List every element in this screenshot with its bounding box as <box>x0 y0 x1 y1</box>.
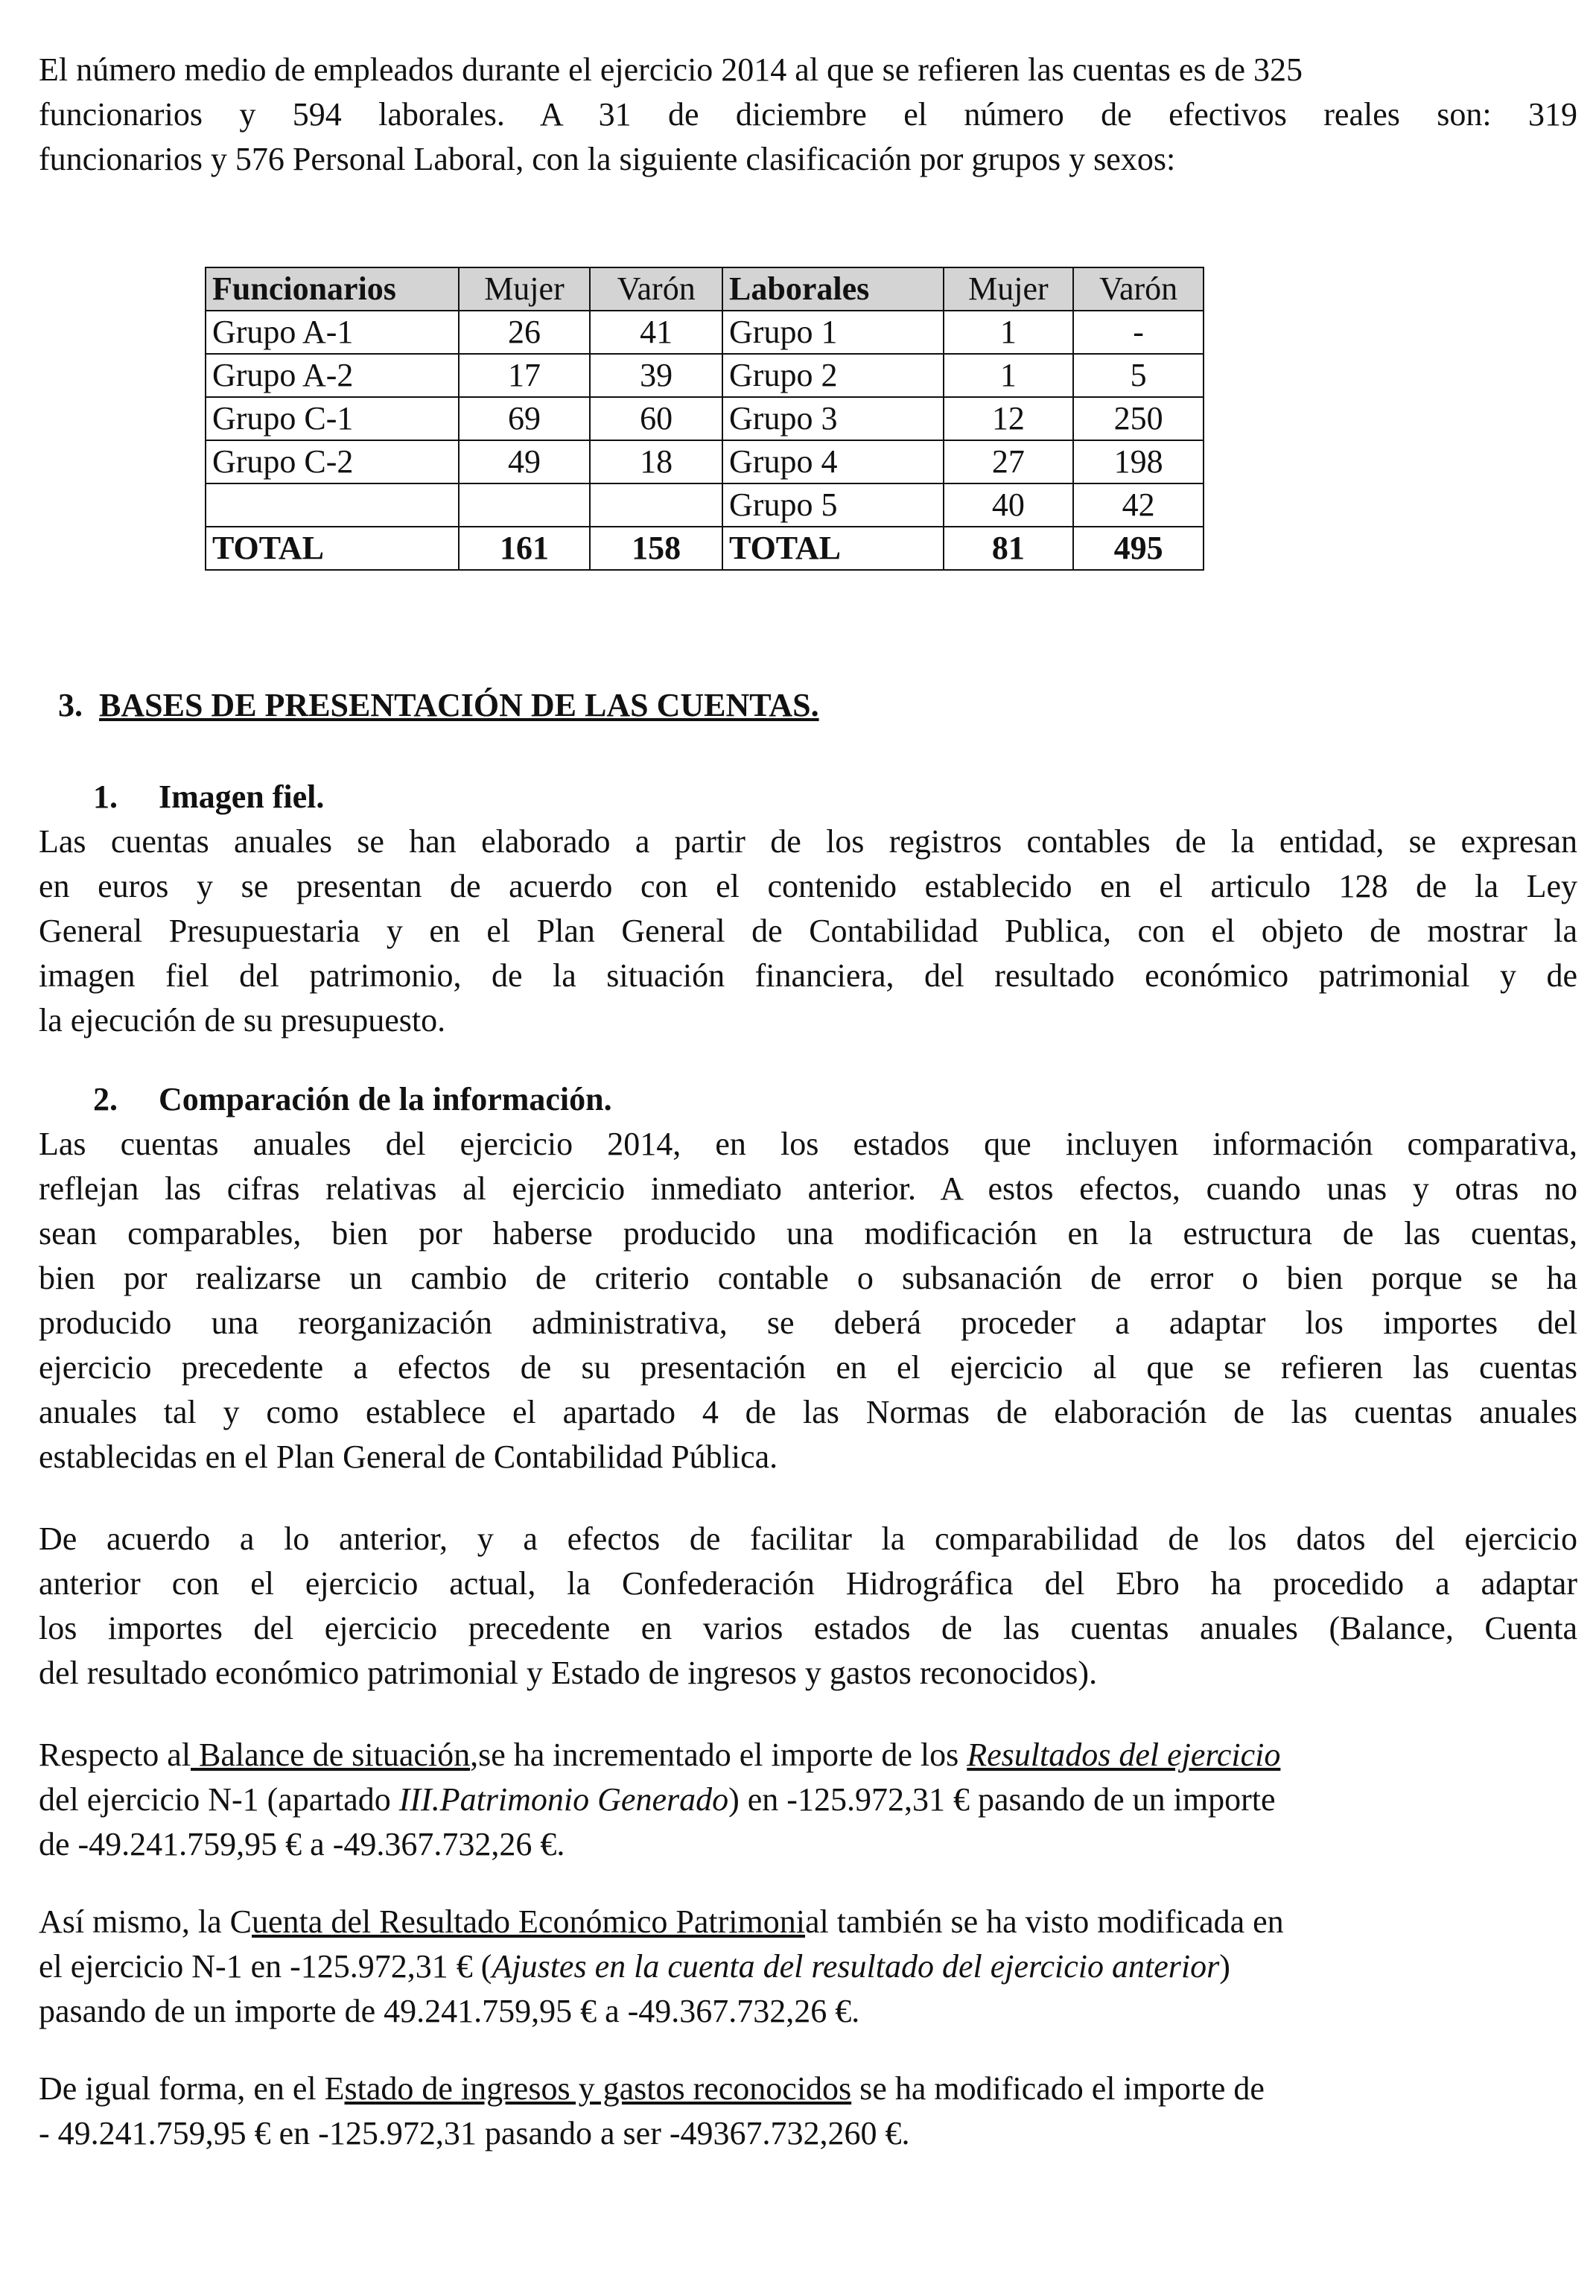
paragraph-line: ejercicio precedente a efectos de su presentación en el ejercicio al que se refieren las cuentas <box>39 1349 1577 1386</box>
table-cell: 198 <box>1073 440 1204 483</box>
text-run: Así mismo, la C <box>39 1903 252 1940</box>
table-cell: 18 <box>590 440 722 483</box>
table-cell: Grupo 5 <box>722 483 944 527</box>
text-run: Respecto al <box>39 1737 191 1773</box>
paragraph-line: anterior con el ejercicio actual, la Confederación Hidrográfica del Ebro ha procedido a adaptar <box>39 1565 1577 1602</box>
table-cell: 5 <box>1073 354 1204 397</box>
header-mujer: Mujer <box>459 267 591 311</box>
table-cell: 250 <box>1073 397 1204 440</box>
paragraph-line <box>39 1900 1577 1944</box>
section-heading <box>58 683 819 728</box>
paragraph-line: pasando de un importe de 49.241.759,95 € a -49.367.732,26 €. <box>39 1993 860 2029</box>
table-cell: 12 <box>944 397 1074 440</box>
paragraph-line <box>39 1944 1577 1989</box>
patrimonio-generado-ref: III.Patrimonio Generado <box>398 1781 729 1818</box>
total-cell: 158 <box>590 527 722 570</box>
subsection-number: 1. <box>93 778 118 815</box>
table-cell: Grupo A-1 <box>206 311 459 354</box>
paragraph-line: del resultado económico patrimonial y Estado de ingresos y gastos reconocidos). <box>39 1655 1098 1691</box>
text-run: del ejercicio N-1 (apartado <box>39 1781 399 1818</box>
paragraph-line: imagen fiel del patrimonio, de la situación financiera, del resultado económico patrimonial y de <box>39 957 1577 994</box>
table-cell: Grupo 3 <box>722 397 944 440</box>
total-label: TOTAL <box>206 527 459 570</box>
table-cell: 1 <box>944 354 1074 397</box>
intro-line: El número medio de empleados durante el ejercicio 2014 al que se refieren las cuentas es de 325 <box>39 51 1303 88</box>
text-run: ) en -125.972,31 € pasando de un importe <box>728 1781 1276 1818</box>
intro-paragraph <box>39 48 1577 182</box>
table-header-row <box>206 267 1204 311</box>
table-row <box>206 483 1204 527</box>
table-cell: Grupo C-2 <box>206 440 459 483</box>
paragraph-line: de -49.241.759,95 € a -49.367.732,26 €. <box>39 1826 565 1862</box>
table-row <box>206 311 1204 354</box>
table-cell: 60 <box>590 397 722 440</box>
section-number: 3. <box>58 687 83 723</box>
text-run: se ha modificado el importe de <box>851 2070 1265 2107</box>
table-cell: 27 <box>944 440 1074 483</box>
estado-ingresos-ref: stado de ingresos y gastos reconocidos <box>344 2070 852 2107</box>
table-cell: 41 <box>590 311 722 354</box>
paragraph-line: producido una reorganización administrativa, se deberá proceder a adaptar los importes del <box>39 1304 1577 1341</box>
table-cell: 40 <box>944 483 1074 527</box>
cuenta-resultado-ref: uenta del Resultado Económico Patrimoni <box>252 1903 805 1940</box>
table-cell: 49 <box>459 440 591 483</box>
paragraph-line: reflejan las cifras relativas al ejercicio inmediato anterior. A estos efectos, cuando unas y otras no <box>39 1170 1577 1207</box>
subsection-heading <box>93 775 324 819</box>
adaptation-paragraph <box>39 1517 1577 1696</box>
table-cell: 42 <box>1073 483 1204 527</box>
table-row <box>206 397 1204 440</box>
header-funcionarios: Funcionarios <box>206 267 459 311</box>
text-run: ) <box>1219 1948 1230 1985</box>
paragraph-line: Las cuentas anuales se han elaborado a partir de los registros contables de la entidad, se expresan <box>39 823 1577 860</box>
resultados-ejercicio-ref: Resultados del ejercicio <box>967 1737 1281 1773</box>
estado-ingresos-paragraph <box>39 2067 1577 2156</box>
subsection-heading <box>93 1077 612 1122</box>
table-cell: Grupo 2 <box>722 354 944 397</box>
balance-situacion-ref: Balance de situación <box>191 1737 471 1773</box>
imagen-fiel-paragraph <box>39 819 1577 1043</box>
table-row <box>206 440 1204 483</box>
header-varon: Varón <box>590 267 722 311</box>
ajustes-ref: Ajustes en la cuenta del resultado del ejercicio anterior <box>492 1948 1220 1985</box>
paragraph-line: establecidas en el Plan General de Contabilidad Pública. <box>39 1439 778 1475</box>
intro-line: funcionarios y 594 laborales. A 31 de diciembre el número de efectivos reales son: 319 <box>39 96 1577 133</box>
comparacion-paragraph <box>39 1122 1577 1480</box>
paragraph-line: anuales tal y como establece el apartado 4 de las Normas de elaboración de las cuentas anuales <box>39 1394 1577 1430</box>
text-run: De igual forma, en el E <box>39 2070 345 2107</box>
subsection-title: Imagen fiel. <box>159 778 325 815</box>
subsection-number: 2. <box>93 1081 118 1117</box>
balance-paragraph <box>39 1733 1577 1867</box>
text-run: el ejercicio N-1 en -125.972,31 € ( <box>39 1948 492 1985</box>
table-cell: 1 <box>944 311 1074 354</box>
paragraph-line: en euros y se presentan de acuerdo con el contenido establecido en el articulo 128 de la Ley <box>39 868 1577 904</box>
table-cell: 69 <box>459 397 591 440</box>
table-cell: Grupo A-2 <box>206 354 459 397</box>
table-row <box>206 354 1204 397</box>
section-title: BASES DE PRESENTACIÓN DE LAS CUENTAS. <box>99 687 819 723</box>
table-total-row <box>206 527 1204 570</box>
paragraph-line <box>39 1778 1577 1822</box>
paragraph-line: De acuerdo a lo anterior, y a efectos de facilitar la comparabilidad de los datos del ejercicio <box>39 1520 1577 1557</box>
text-run: ,se ha incrementado el importe de los <box>470 1737 967 1773</box>
paragraph-line: sean comparables, bien por haberse producido una modificación en la estructura de las cuentas, <box>39 1215 1577 1252</box>
paragraph-line <box>39 1733 1577 1778</box>
table-cell: Grupo 1 <box>722 311 944 354</box>
header-varon: Varón <box>1073 267 1204 311</box>
total-cell: 81 <box>944 527 1074 570</box>
table-cell <box>590 483 722 527</box>
paragraph-line: General Presupuestaria y en el Plan General de Contabilidad Publica, con el objeto de mostrar la <box>39 913 1577 949</box>
intro-line: funcionarios y 576 Personal Laboral, con la siguiente clasificación por grupos y sexos: <box>39 141 1176 177</box>
table-cell <box>459 483 591 527</box>
paragraph-line: la ejecución de su presupuesto. <box>39 1002 446 1038</box>
total-cell: 161 <box>459 527 591 570</box>
total-cell: 495 <box>1073 527 1204 570</box>
header-mujer: Mujer <box>944 267 1074 311</box>
table-cell: 26 <box>459 311 591 354</box>
paragraph-line <box>39 2067 1577 2111</box>
table-cell: Grupo C-1 <box>206 397 459 440</box>
paragraph-line: - 49.241.759,95 € en -125.972,31 pasando a ser -49367.732,260 €. <box>39 2115 910 2151</box>
paragraph-line: bien por realizarse un cambio de criterio contable o subsanación de error o bien porque se ha <box>39 1260 1577 1296</box>
table-cell: Grupo 4 <box>722 440 944 483</box>
table-cell: 17 <box>459 354 591 397</box>
total-label: TOTAL <box>722 527 944 570</box>
paragraph-line: los importes del ejercicio precedente en varios estados de las cuentas anuales (Balance, Cuenta <box>39 1610 1577 1646</box>
table-cell <box>206 483 459 527</box>
text-run: al también se ha visto modificada en <box>804 1903 1284 1940</box>
staff-table <box>205 267 1204 571</box>
table-cell: 39 <box>590 354 722 397</box>
subsection-title: Comparación de la información. <box>159 1081 612 1117</box>
header-laborales: Laborales <box>722 267 944 311</box>
cuenta-resultado-paragraph <box>39 1900 1577 2034</box>
table-cell: - <box>1073 311 1204 354</box>
paragraph-line: Las cuentas anuales del ejercicio 2014, en los estados que incluyen información comparativa, <box>39 1126 1577 1162</box>
